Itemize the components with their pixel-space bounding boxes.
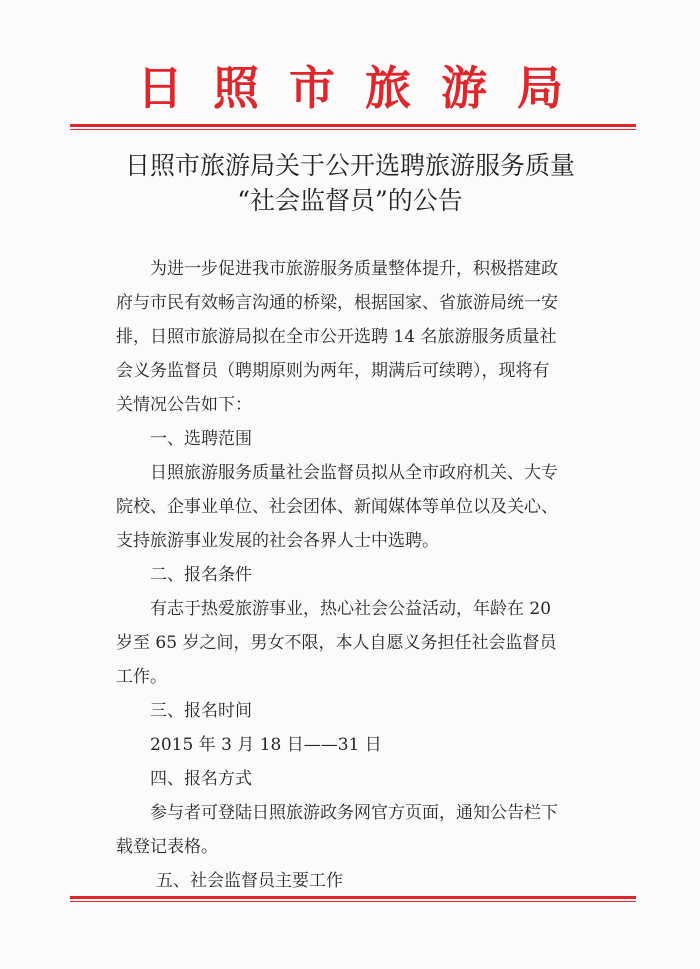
footer-red-rule [70, 896, 636, 903]
rule-thick-line [70, 124, 636, 127]
section-text-line: 载登记表格。 [116, 837, 218, 857]
intro-line: 关情况公告如下： [116, 395, 252, 415]
section-text-line: 岁至 65 岁之间，男女不限，本人自愿义务担任社会监督员 [116, 633, 557, 653]
section-heading-method: 四、报名方式 [150, 769, 252, 789]
section-heading-conditions: 二、报名条件 [150, 565, 252, 585]
section-text-line: 2015 年 3 月 18 日——31 日 [150, 735, 382, 755]
section-text-line: 有志于热爱旅游事业，热心社会公益活动，年龄在 20 [150, 599, 552, 619]
letterhead-red-rule [70, 124, 636, 131]
title-line-2: “社会监督员”的公告 [237, 186, 463, 215]
rule-thick-line [70, 896, 636, 899]
section-text-line: 参与者可登陆日照旅游政务网官方页面，通知公告栏下 [150, 803, 558, 823]
rule-thin-line [70, 129, 636, 130]
intro-line: 府与市民有效畅言沟通的桥梁，根据国家、省旅游局统一安 [116, 293, 558, 313]
section-text-line: 日照旅游服务质量社会监督员拟从全市政府机关、大专 [150, 463, 558, 483]
document-title [60, 148, 640, 218]
section-text-line: 支持旅游事业发展的社会各界人士中选聘。 [116, 531, 439, 551]
letterhead-organization-name: 日照市旅游局 [137, 61, 593, 115]
intro-line: 为进一步促进我市旅游服务质量整体提升，积极搭建政 [150, 259, 558, 279]
intro-line: 会义务监督员（聘期原则为两年，期满后可续聘），现将有 [116, 361, 550, 381]
section-heading-duties: 五、社会监督员主要工作 [156, 871, 343, 891]
rule-thin-line [70, 901, 636, 902]
section-text-line: 院校、企事业单位、社会团体、新闻媒体等单位以及关心、 [116, 497, 558, 517]
section-heading-scope: 一、选聘范围 [150, 429, 252, 449]
section-heading-time: 三、报名时间 [150, 701, 252, 721]
title-line-1: 日照市旅游局关于公开选聘旅游服务质量 [124, 151, 575, 180]
intro-line: 排，日照市旅游局拟在全市公开选聘 14 名旅游服务质量社 [116, 327, 557, 347]
section-text-line: 工作。 [116, 667, 167, 687]
